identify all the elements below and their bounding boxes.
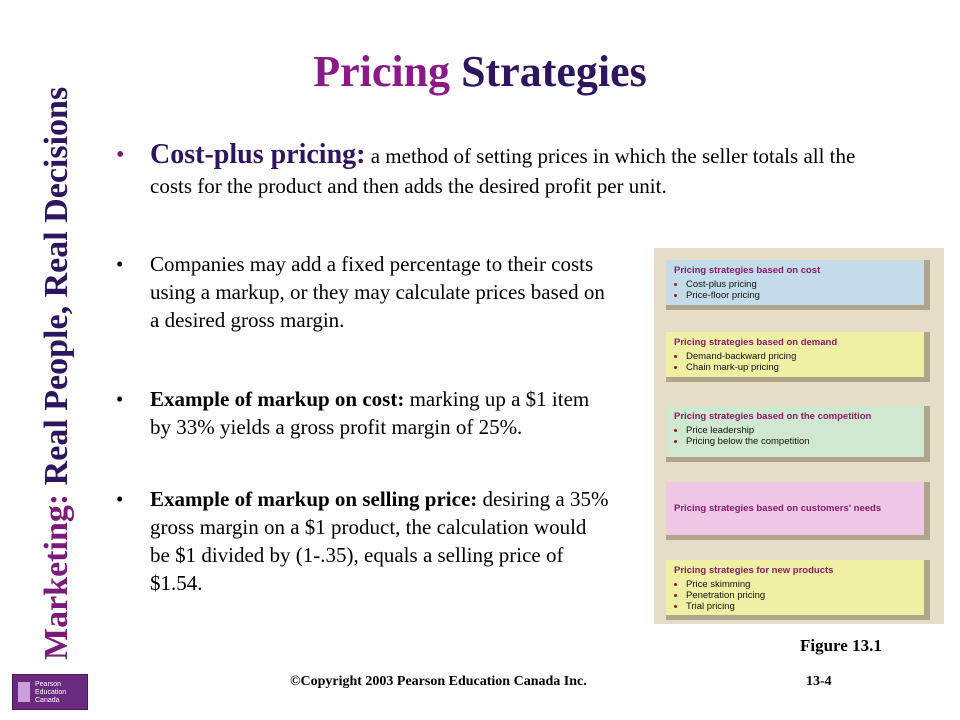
- bullet-dot: •: [116, 487, 124, 511]
- figure-box-competition: [666, 406, 930, 462]
- figure-box-heading: Pricing strategies based on cost: [674, 265, 821, 276]
- logo-mark-icon: [18, 682, 30, 702]
- figure-box-item: • Price leadership: [686, 425, 916, 436]
- logo-line: Canada: [35, 697, 60, 704]
- pearson-logo: [12, 674, 88, 710]
- bullet-text: marking up a $1 item by 33% yields a gross profit margin of 25%.: [150, 387, 590, 439]
- page-number: 13-4: [806, 674, 832, 689]
- bullet-bold-text: Example of markup on selling price:: [150, 487, 478, 511]
- figure-box-item: • Pricing below the competition: [686, 436, 916, 447]
- bullet-text: Companies may add a fixed percentage to their costs using a markup, or they may calculate prices based on a desired gross margin.: [150, 252, 605, 332]
- side-title-subtitle: Real People, Real Decisions: [38, 86, 75, 494]
- figure-caption: Figure 13.1: [800, 636, 882, 655]
- side-title-marketing: Marketing:: [38, 493, 75, 660]
- figure-box-item: • Demand-backward pricing: [686, 351, 916, 362]
- bullet-bold-text: Example of markup on cost:: [150, 387, 405, 411]
- copyright-footer: ©Copyright 2003 Pearson Education Canada Inc.: [290, 674, 587, 689]
- page-title: [0, 44, 960, 100]
- logo-line: Pearson: [35, 681, 62, 688]
- bullet-cost-plus-definition: [116, 139, 890, 201]
- figure-box-item: • Trial pricing: [686, 601, 916, 612]
- figure-box-new-products: [666, 560, 930, 620]
- figure-box-item: • Price-floor pricing: [686, 290, 916, 301]
- figure-box-cost: [666, 260, 930, 310]
- figure-box-demand: [666, 332, 930, 382]
- side-title: [36, 20, 78, 660]
- bullet-markup-on-cost: [116, 385, 610, 441]
- figure-box-item: • Penetration pricing: [686, 590, 916, 601]
- bullet-markup-percentage: [116, 250, 610, 334]
- bullet-text: desiring a 35% gross margin on a $1 product, the calculation would be $1 divided by (1-.35), equals a selling price of $1.54.: [150, 487, 609, 595]
- figure-box-item: • Cost-plus pricing: [686, 279, 916, 290]
- logo-line: Education: [35, 689, 67, 696]
- figure-box-item: • Chain mark-up pricing: [686, 362, 916, 373]
- bullet-markup-on-selling-price: [116, 485, 610, 597]
- definition-text: a method of setting prices in which the seller totals all the costs for the product and then adds the desired profit per unit.: [150, 144, 856, 198]
- figure-box-heading: Pricing strategies based on the competition: [674, 411, 872, 422]
- title-word-pricing: Pricing: [313, 47, 451, 96]
- figure-box-heading: Pricing strategies based on demand: [674, 337, 838, 348]
- bullet-dot: •: [116, 142, 125, 168]
- term-cost-plus: Cost-plus pricing:: [150, 139, 366, 170]
- figure-box-item: • Price skimming: [686, 579, 916, 590]
- bullet-dot: •: [116, 252, 124, 276]
- bullet-dot: •: [116, 387, 124, 411]
- pricing-strategies-figure: [654, 248, 944, 624]
- figure-box-heading: Pricing strategies for new products: [674, 565, 834, 576]
- figure-box-customers-needs: [666, 482, 930, 540]
- title-word-strategies: Strategies: [450, 47, 647, 96]
- figure-box-heading: Pricing strategies based on customers' needs: [674, 503, 882, 514]
